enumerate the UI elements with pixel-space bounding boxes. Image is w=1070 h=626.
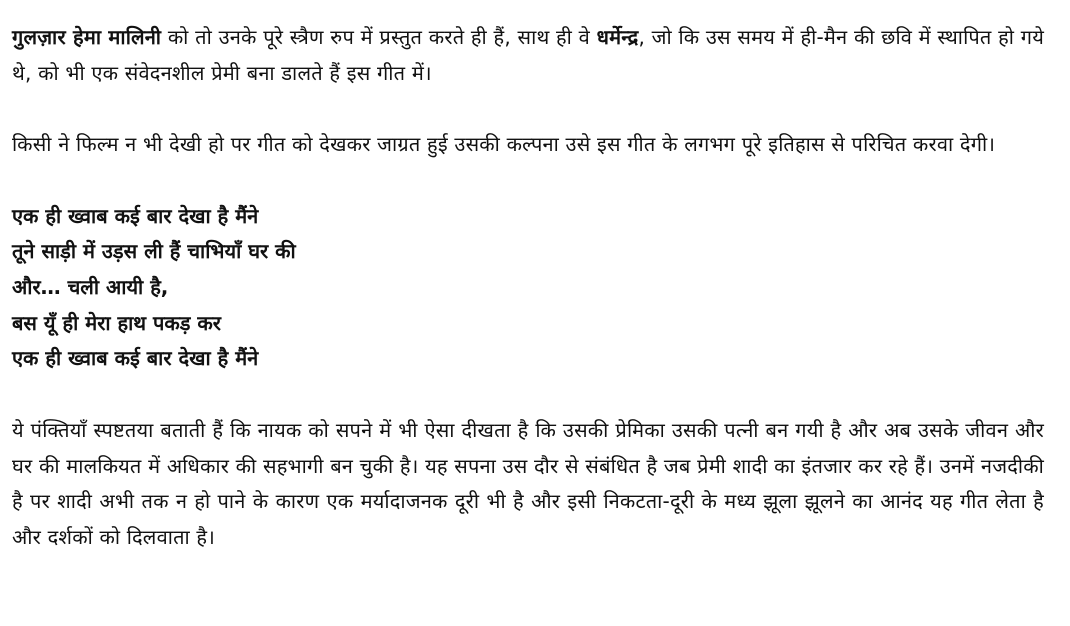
bold-names: गुलज़ार हेमा मालिनी: [12, 25, 162, 49]
paragraph-analysis: ये पंक्तियाँ स्पष्टतया बताती हैं कि नायक को सपने में भी ऐसा दीखता है कि उसकी प्रेमिका उसकी पत्नी बन गयी है और अब उसके जीवन और घर की मालकियत में अधिकार की सहभागी बन चुकी है। यह सपना उस दौर से संबंधित है जब प्रेमी शादी का इंतजार कर रहे हैं। उनमें नजदीकी है पर शादी अभी तक न हो पाने के कारण एक मर्यादाजनक दूरी भी है और इसी निकटता-दूरी के मध्य झूला झूलने का आनंद यह गीत लेता है और दर्शकों को दिलवाता है।: [12, 418, 1044, 549]
song-verse: [12, 199, 1044, 378]
bold-actor-name: धर्मेन्द्र: [596, 25, 639, 49]
paragraph-intro: [12, 20, 1044, 91]
paragraph-gap: [12, 91, 1044, 127]
paragraph-imagination: किसी ने फिल्म न भी देखी हो पर गीत को देखकर जाग्रत हुई उसकी कल्पना उसे इस गीत के लगभग पूरे इतिहास से परिचित करवा देगी।: [12, 132, 996, 156]
verse-line: बस यूँ ही मेरा हाथ पकड़ कर: [12, 310, 221, 335]
verse-line: और… चली आयी है,: [12, 274, 169, 299]
intro-text-2: , जो कि उस समय में ही-मैन की छवि में स्थापित हो गये थे, को भी एक संवेदनशील प्रेमी बना डालते हैं इस गीत में।: [12, 25, 1045, 85]
verse-line: एक ही ख्वाब कई बार देखा है मैंने: [12, 203, 259, 228]
paragraph-gap: [12, 377, 1044, 413]
intro-text-1: को तो उनके पूरे स्त्रैण रुप में प्रस्तुत करते ही हैं, साथ ही वे: [161, 25, 597, 49]
verse-line: एक ही ख्वाब कई बार देखा है मैंने: [12, 346, 259, 371]
verse-line: तूने साड़ी में उड़स ली हैं चाभियाँ घर की: [12, 239, 296, 264]
paragraph-gap: [12, 163, 1044, 199]
